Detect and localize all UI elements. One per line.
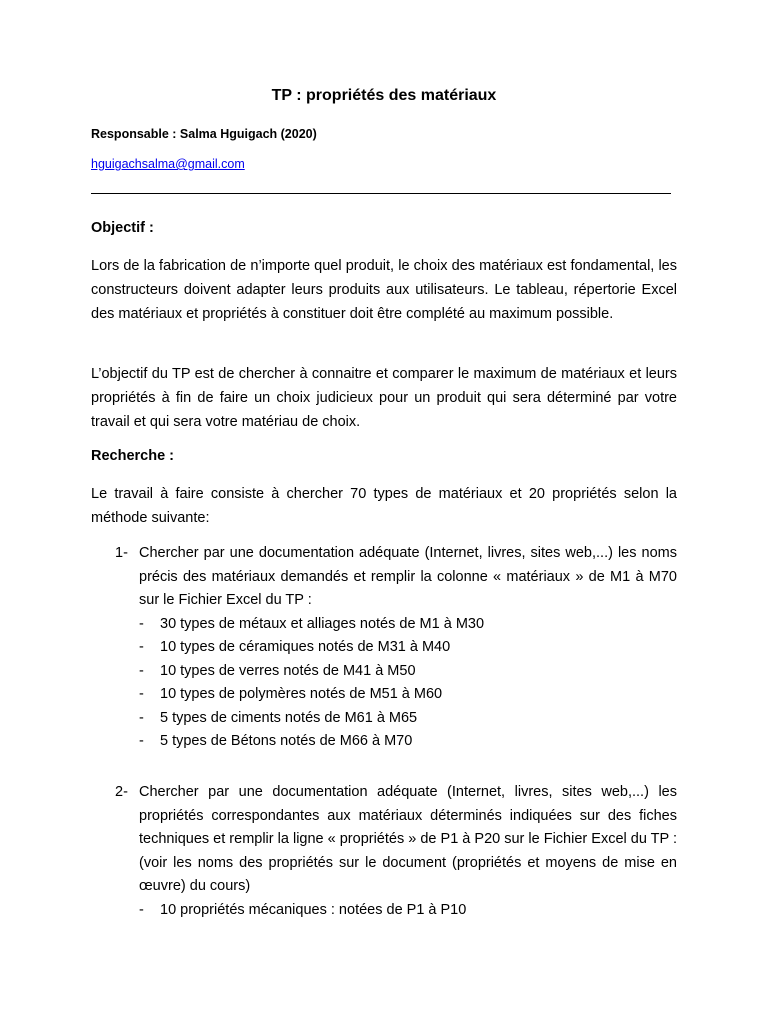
bullet-dash: -: [139, 686, 144, 702]
list-item-text: 5 types de Bétons notés de M66 à M70: [160, 733, 413, 749]
research-intro: Le travail à faire consiste à chercher 70 types de matériaux et 20 propriétés selon la méthode suivante:: [91, 486, 677, 526]
email-link[interactable]: hguigachsalma@gmail.com: [91, 157, 245, 171]
list-item-text: 5 types de ciments notés de M61 à M65: [160, 709, 418, 726]
list-item: [139, 707, 677, 731]
property-bullet-list: [139, 899, 677, 923]
responsible-line: Responsable : Salma Hguigach (2020): [91, 127, 317, 141]
list-item-text: 10 types de verres notés de M41 à M50: [160, 662, 416, 679]
list-item-text: 30 types de métaux et alliages notés de M1 à M30: [160, 615, 485, 632]
horizontal-rule: [91, 193, 671, 194]
step-text: Chercher par une documentation adéquate (Internet, livres, sites web,...) les propriétés correspondantes aux matériaux déterminés indiquées sur des fiches techniques et remplir la ligne « propriétés » de P1 à P20 sur le Fichier Excel du TP : (voir les noms des propriétés sur le document (propriétés et moyens de mise en œuvre) du cours): [139, 784, 677, 894]
step-2: [115, 781, 677, 922]
bullet-dash: -: [139, 733, 144, 749]
step-1: [115, 542, 677, 754]
list-item-text: 10 propriétés mécaniques : notées de P1 à P10: [160, 901, 467, 918]
bullet-dash: -: [139, 639, 144, 655]
step-number: 2-: [115, 784, 128, 800]
objective-heading: Objectif :: [91, 220, 154, 236]
list-item: [139, 660, 677, 684]
material-bullet-list: [139, 613, 677, 754]
list-item-text: 10 types de polymères notés de M51 à M60: [160, 686, 443, 702]
objective-paragraph-2: L’objectif du TP est de chercher à connaitre et comparer le maximum de matériaux et leurs propriétés à fin de faire un choix judicieux pour un produit qui sera déterminé par votre travail et qui sera votre matériau de choix.: [91, 366, 677, 430]
bullet-dash: -: [139, 615, 144, 632]
document-title: TP : propriétés des matériaux: [271, 87, 497, 104]
step-text: Chercher par une documentation adéquate (Internet, livres, sites web,...) les noms précis des matériaux demandés et remplir la colonne « matériaux » de M1 à M70 sur le Fichier Excel du TP :: [139, 545, 677, 608]
bullet-dash: -: [139, 901, 144, 918]
bullet-dash: -: [139, 662, 144, 679]
list-item: [139, 683, 677, 707]
list-item: [139, 613, 677, 637]
list-item-text: 10 types de céramiques notés de M31 à M40: [160, 639, 451, 655]
objective-paragraph-1: Lors de la fabrication de n’importe quel produit, le choix des matériaux est fondamental, les constructeurs doivent adapter leurs produits aux utilisateurs. Le tableau, répertorie Excel des matériaux et propriétés à constituer doit être complété au maximum possible.: [91, 258, 677, 322]
list-item: [139, 899, 677, 923]
research-heading: Recherche :: [91, 448, 175, 464]
step-number: 1-: [115, 545, 128, 561]
list-item: [139, 730, 677, 754]
bullet-dash: -: [139, 709, 144, 726]
list-item: [139, 636, 677, 660]
